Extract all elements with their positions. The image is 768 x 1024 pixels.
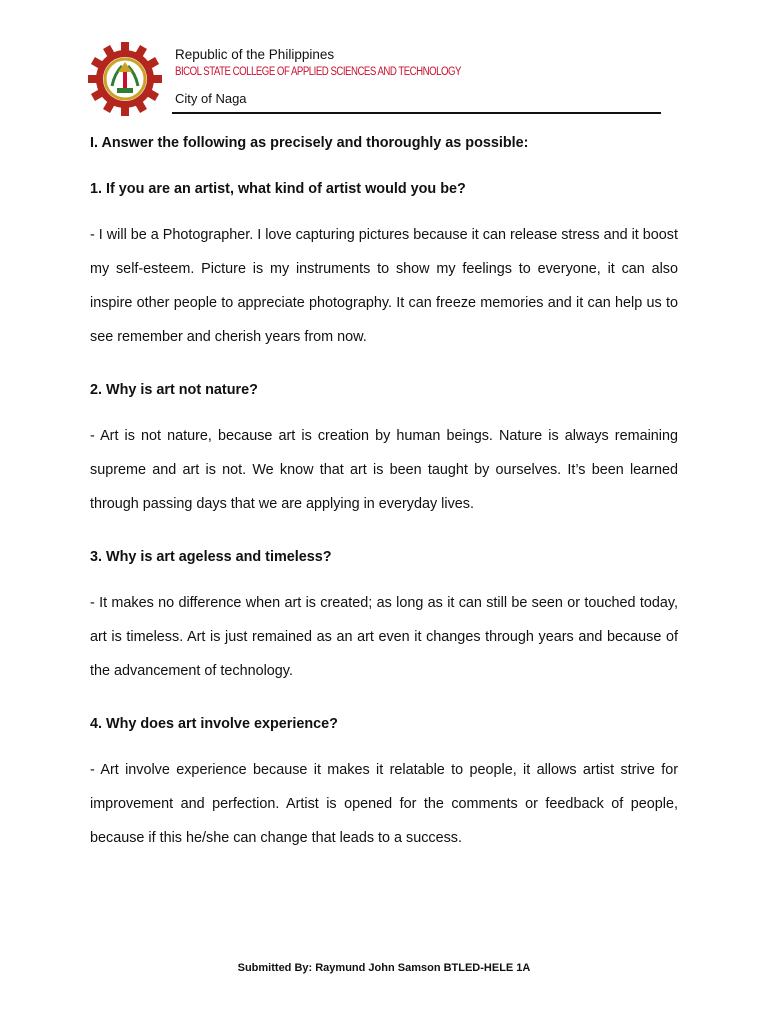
document-body	[90, 134, 678, 882]
instruction-heading: I. Answer the following as precisely and thoroughly as possible:	[90, 135, 529, 151]
answer-3: - It makes no difference when art is created; as long as it can still be seen or touched today, art is timeless. Art is just remained as an art even it changes through years and because of the advancement of technology.	[90, 595, 678, 679]
answer-2: - Art is not nature, because art is creation by human beings. Nature is always remaining supreme and art is not. We know that art is been taught by ourselves. It’s been learned through passing days that we are applying in everyday lives.	[90, 428, 678, 512]
header-republic: Republic of the Philippines	[175, 47, 335, 62]
answer-1: - I will be a Photographer. I love capturing pictures because it can release stress and it boost my self-esteem. Picture is my instruments to show my feelings to everyone, it can also inspire other people to appreciate photography. It can freeze memories and it can help us to see remember and cherish years from now.	[90, 227, 678, 345]
header-college-name: BICOL STATE COLLEGE OF APPLIED SCIENCES AND TECHNOLOGY	[175, 66, 461, 78]
question-3: 3. Why is art ageless and timeless?	[90, 549, 332, 565]
gear-seal-icon	[88, 42, 162, 116]
submitted-by-footer: Submitted By: Raymund John Samson BTLED-HELE 1A	[237, 962, 531, 974]
college-seal-logo	[88, 42, 162, 116]
question-1: 1. If you are an artist, what kind of artist would you be?	[90, 181, 466, 197]
question-2: 2. Why is art not nature?	[90, 382, 258, 398]
question-4: 4. Why does art involve experience?	[90, 716, 338, 732]
header-divider	[172, 112, 661, 114]
answer-4: - Art involve experience because it makes it relatable to people, it allows artist strive for improvement and perfection. Artist is opened for the comments or feedback of people, because if this he/she can change that leads to a success.	[90, 762, 678, 846]
header-city: City of Naga	[175, 91, 247, 106]
